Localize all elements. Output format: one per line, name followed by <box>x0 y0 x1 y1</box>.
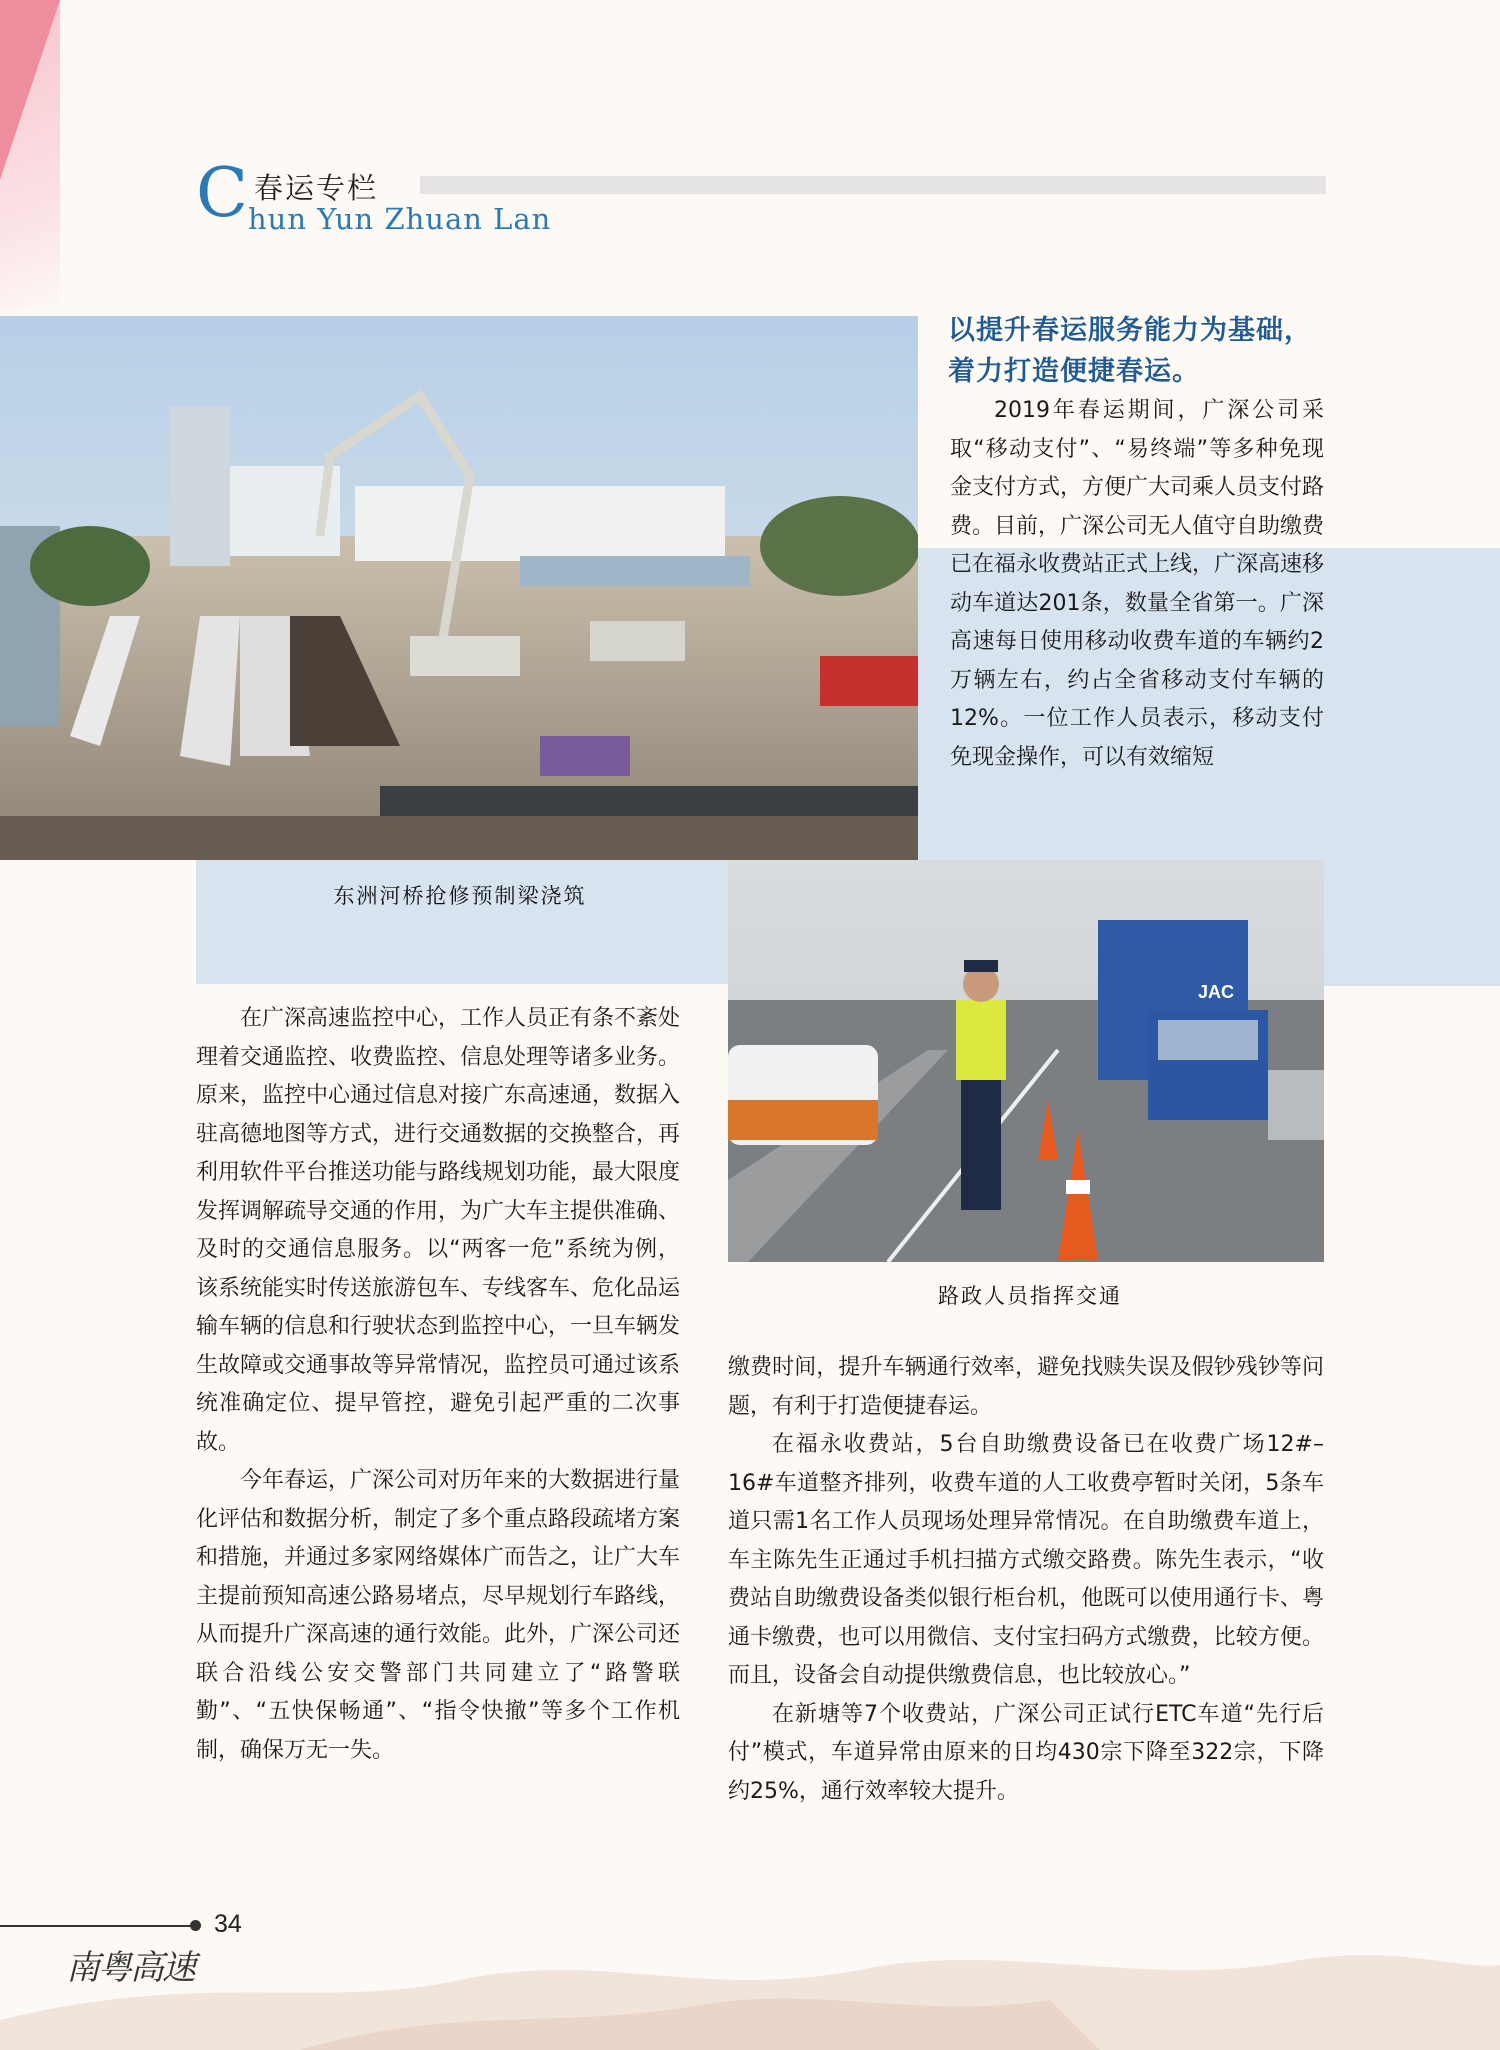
corner-triangle <box>0 0 60 180</box>
right-column-top <box>950 392 1324 777</box>
header-en-title: hun Yun Zhuan Lan <box>248 202 552 236</box>
right-column-bottom <box>728 1349 1324 1811</box>
column-header <box>196 154 1326 250</box>
truck-brand-label: JAC <box>1198 982 1235 1002</box>
photo1-caption: 东洲河桥抢修预制梁浇筑 <box>333 884 587 908</box>
photo2-caption: 路政人员指挥交通 <box>938 1284 1122 1308</box>
paragraph: 2019年春运期间，广深公司采取“移动支付”、“易终端”等多种免现金支付方式，方便广大司乘人员支付路费。目前，广深公司无人值守自助缴费已在福永收费站正式上线，广深高速移动车道达201条，数量全省第一。广深高速每日使用移动收费车道的车辆约2万辆左右，约占全省移动支付车辆的12%。一位工作人员表示，移动支付免现金操作，可以有效缩短 <box>950 398 1325 770</box>
header-initial: C <box>196 154 249 233</box>
mountain-decoration <box>0 1910 1500 2050</box>
photo-traffic-officer <box>728 860 1324 1262</box>
paragraph: 在广深高速监控中心，工作人员正有条不紊处理着交通监控、收费监控、信息处理等诸多业务。原来，监控中心通过信息对接广东高速通，数据入驻高德地图等方式，进行交通数据的交换整合，再利用软件平台推送功能与路线规划功能，最大限度发挥调解疏导交通的作用，为广大车主提供准确、及时的交通信息服务。以“两客一危”系统为例，该系统能实时传送旅游包车、专线客车、危化品运输车辆的信息和行驶状态到监控中心，一旦车辆发生故障或交通事故等异常情况，监控员可通过该系统准确定位、提早管控，避免引起严重的二次事故。 <box>196 1006 681 1455</box>
photo-bridge-construction <box>0 316 918 860</box>
paragraph: 在新塘等7个收费站，广深公司正试行ETC车道“先行后付”模式，车道异常由原来的日均430宗下降至322宗，下降约25%，通行效率较大提升。 <box>728 1701 1324 1804</box>
paragraph-continuation: 缴费时间，提升车辆通行效率，避免找赎失误及假钞残钞等问题，有利于打造便捷春运。 <box>728 1355 1324 1419</box>
paragraph: 在福永收费站，5台自助缴费设备已在收费广场12#–16#车道整齐排列，收费车道的人工收费亭暂时关闭，5条车道只需1名工作人员现场处理异常情况。在自助缴费车道上，车主陈先生正通过手机扫描方式缴交路费。陈先生表示，“收费站自助缴费设备类似银行柜台机，他既可以使用通行卡、粤通卡缴费，也可以用微信、支付宝扫码方式缴费，比较方便。而且，设备会自动提供缴费信息，也比较放心。” <box>728 1432 1324 1688</box>
header-bar <box>420 176 1326 194</box>
magazine-logo: 南粤高速 <box>66 1948 194 1988</box>
left-column <box>196 1000 680 1770</box>
paragraph: 今年春运，广深公司对历年来的大数据进行量化评估和数据分析，制定了多个重点路段疏堵方案和措施，并通过多家网络媒体广而告之，让广大车主提前预知高速公路易堵点，尽早规划行车路线，从而提升广深高速的通行效能。此外，广深公司还联合沿线公安交警部门共同建立了“路警联勤”、“五快保畅通”、“指令快撤”等多个工作机制，确保万无一失。 <box>196 1468 681 1763</box>
lead-headline: 以提升春运服务能力为基础，着力打造便捷春运。 <box>948 315 1312 387</box>
blue-panel-left <box>196 860 728 984</box>
page-number: 34 <box>214 1910 242 1938</box>
header-cn-title: 春运专栏 <box>254 171 379 205</box>
